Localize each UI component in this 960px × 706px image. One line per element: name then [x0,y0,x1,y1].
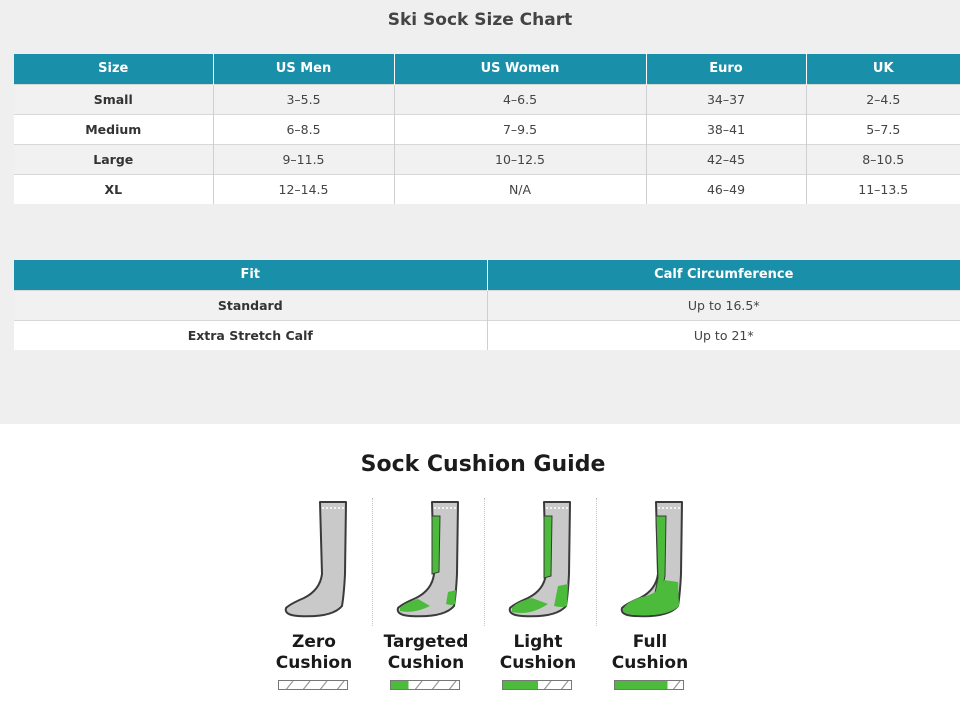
column-header: Fit [14,260,487,290]
column-header: Size [14,54,213,84]
table-cell: 46–49 [646,174,806,204]
table-row [14,290,960,320]
table-cell: 7–9.5 [394,114,646,144]
size-chart-title: Ski Sock Size Chart [387,10,573,30]
cushion-label: Full Cushion [611,632,689,673]
full-cushion-sock-icon [598,494,702,620]
table-cell: Small [14,84,213,114]
cushion-meter-graphic [615,681,684,690]
table-cell: 2–4.5 [806,84,960,114]
cushion-meter [278,680,348,690]
table-cell: 10–12.5 [394,144,646,174]
cushion-label: Light Cushion [499,632,577,673]
column-header: Calf Circumference [487,260,960,290]
table-cell: 6–8.5 [213,114,394,144]
fit-table-header [14,260,960,290]
fit-table [14,260,960,350]
table-cell: 9–11.5 [213,144,394,174]
column-divider [484,498,485,626]
cushion-level-light [486,494,590,694]
size-table [14,54,960,204]
table-row [14,144,960,174]
column-header: Euro [646,54,806,84]
table-cell: 12–14.5 [213,174,394,204]
table-row [14,174,960,204]
cushion-level-full [598,494,702,694]
table-cell: Large [14,144,213,174]
table-cell: Up to 16.5* [487,290,960,320]
cushion-label: Zero Cushion [275,632,353,673]
cushion-meter-graphic [503,681,572,690]
cushion-meter-graphic [391,681,460,690]
cushion-meter-fill [391,681,409,690]
zero-cushion-sock-icon [262,494,366,620]
table-cell: 8–10.5 [806,144,960,174]
cushion-level-targeted [374,494,478,694]
table-cell: Up to 21* [487,320,960,350]
table-cell: XL [14,174,213,204]
table-row [14,84,960,114]
table-cell: Standard [14,290,487,320]
table-cell: 42–45 [646,144,806,174]
table-cell: 4–6.5 [394,84,646,114]
column-header: US Women [394,54,646,84]
column-header: US Men [213,54,394,84]
table-cell: 5–7.5 [806,114,960,144]
table-cell: Extra Stretch Calf [14,320,487,350]
cushion-meter [390,680,460,690]
cushion-meter-fill [503,681,538,690]
column-divider [372,498,373,626]
table-cell: 38–41 [646,114,806,144]
light-cushion-sock-icon [486,494,590,620]
table-row [14,320,960,350]
cushion-meter-fill [615,681,668,690]
column-divider [596,498,597,626]
cushion-label: Targeted Cushion [383,632,469,673]
cushion-meter [614,680,684,690]
targeted-cushion-sock-icon [374,494,478,620]
table-cell: 3–5.5 [213,84,394,114]
table-cell: 34–37 [646,84,806,114]
table-row [14,114,960,144]
table-cell: N/A [394,174,646,204]
size-table-header [14,54,960,84]
cushion-meter-graphic [279,681,348,690]
cushion-level-zero [262,494,366,694]
table-cell: 11–13.5 [806,174,960,204]
cushion-meter [502,680,572,690]
cushion-guide-title: Sock Cushion Guide [360,452,606,477]
column-header: UK [806,54,960,84]
table-cell: Medium [14,114,213,144]
